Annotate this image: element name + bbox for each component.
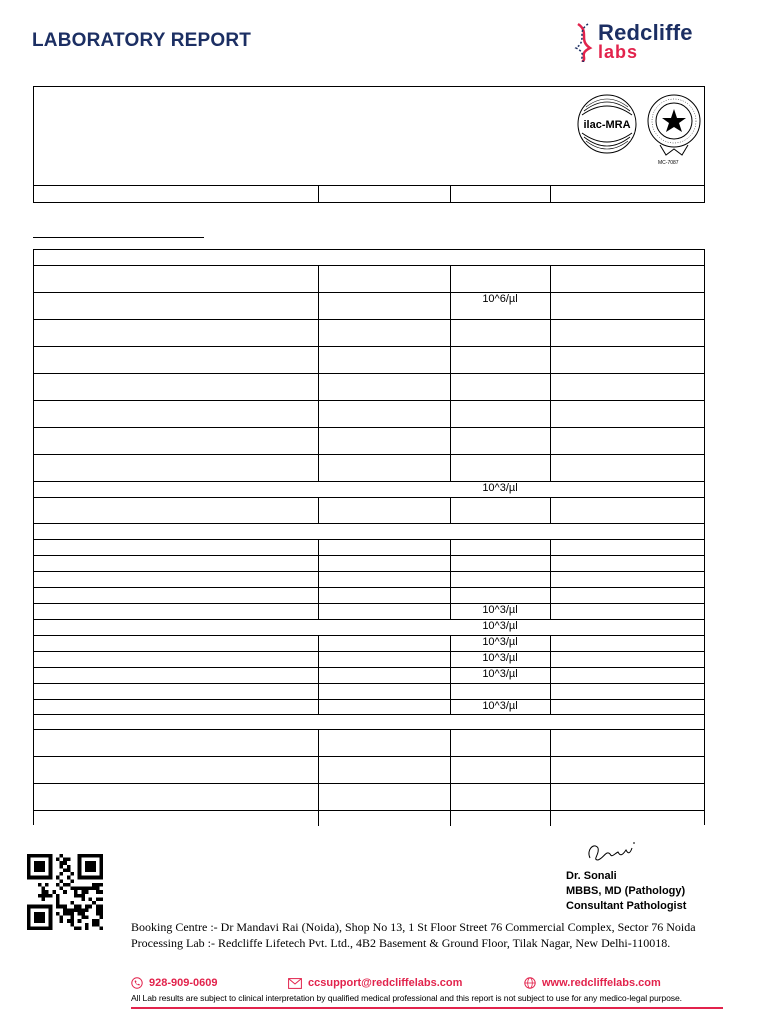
certificate-code: MC-7087: [658, 160, 679, 166]
table-column-border: [450, 756, 451, 783]
table-column-border: [550, 346, 551, 373]
unit-cell: 10^3/µl: [482, 668, 518, 680]
table-column-border: [318, 427, 319, 454]
table-row-border: [34, 539, 704, 540]
section-heading-underline: [33, 237, 204, 238]
table-column-border: [550, 635, 551, 651]
table-row-border: [34, 587, 704, 588]
globe-icon: [524, 977, 536, 989]
table-column-border: [550, 810, 551, 826]
table-row-border: [34, 756, 704, 757]
table-column-border: [318, 265, 319, 292]
qr-code: [24, 854, 106, 930]
table-column-border: [450, 729, 451, 756]
table-column-border: [318, 810, 319, 826]
table-column-border: [550, 651, 551, 667]
table-column-border: [318, 454, 319, 481]
table-column-border: [550, 427, 551, 454]
table-column-border: [450, 454, 451, 481]
brand-name: Redcliffe: [598, 20, 693, 45]
table-row-border: [34, 427, 704, 428]
table-column-border: [550, 539, 551, 555]
table-column-border: [318, 539, 319, 555]
table-column-border: [550, 729, 551, 756]
mail-icon: [288, 978, 302, 989]
website-contact[interactable]: [524, 977, 661, 989]
unit-cell: 10^3/µl: [482, 700, 518, 712]
table-column-border: [318, 571, 319, 587]
patient-info-box: [33, 86, 705, 203]
table-row-border: [34, 651, 704, 652]
table-row-border: [34, 783, 704, 784]
table-column-border: [550, 555, 551, 571]
header-divider: [450, 186, 451, 203]
table-column-border: [550, 400, 551, 427]
doctor-qualification: MBBS, MD (Pathology): [566, 885, 686, 897]
table-row-border: [34, 667, 704, 668]
unit-cell: 10^3/µl: [482, 482, 518, 494]
results-table: [33, 249, 705, 825]
table-column-border: [318, 603, 319, 619]
table-column-border: [550, 497, 551, 523]
table-column-border: [450, 810, 451, 826]
table-column-border: [450, 539, 451, 555]
footer-rule: [131, 1007, 723, 1009]
doctor-name: Dr. Sonali: [566, 870, 617, 882]
table-row-border: [34, 400, 704, 401]
table-row-border: [34, 555, 704, 556]
website-url: www.redcliffelabs.com: [542, 977, 661, 989]
table-row-border: [34, 454, 704, 455]
table-row-border: [34, 683, 704, 684]
table-column-border: [318, 756, 319, 783]
redcliffe-logo: [574, 20, 714, 64]
phone-icon: [131, 977, 143, 989]
unit-cell: 10^3/µl: [482, 636, 518, 648]
table-column-border: [318, 373, 319, 400]
processing-lab: Processing Lab :- Redcliffe Lifetech Pvt. Ltd., 4B2 Basement & Ground Floor, Tilak Nagar, New Delhi-110018.: [131, 936, 671, 950]
unit-cell: 10^3/µl: [482, 620, 518, 632]
email-contact[interactable]: [288, 977, 462, 989]
table-column-border: [550, 756, 551, 783]
table-column-border: [450, 783, 451, 810]
table-column-border: [318, 400, 319, 427]
table-column-border: [550, 783, 551, 810]
signature: [584, 836, 644, 866]
phone-contact[interactable]: [131, 977, 218, 989]
svg-text:Sonali: Sonali: [584, 836, 587, 837]
table-column-border: [450, 587, 451, 603]
table-column-border: [450, 427, 451, 454]
ilac-mra-seal: [574, 93, 640, 155]
table-column-border: [318, 497, 319, 523]
table-column-border: [550, 292, 551, 319]
table-column-border: [450, 497, 451, 523]
table-column-border: [318, 699, 319, 714]
table-row-border: [34, 729, 704, 730]
table-column-border: [318, 346, 319, 373]
disclaimer: All Lab results are subject to clinical interpretation by qualified medical professional and this report is not subject to use for any medico-legal purpose.: [131, 993, 682, 1003]
table-column-border: [450, 683, 451, 699]
brand-sub: labs: [598, 42, 639, 62]
table-row-border: [34, 603, 704, 604]
table-column-border: [550, 587, 551, 603]
header-divider: [550, 186, 551, 203]
table-row-border: [34, 497, 704, 498]
nabl-seal: [646, 93, 702, 159]
table-column-border: [318, 651, 319, 667]
table-column-border: [550, 603, 551, 619]
table-row-border: [34, 346, 704, 347]
table-row-border: [34, 265, 704, 266]
table-column-border: [450, 555, 451, 571]
table-row-border: [34, 373, 704, 374]
header-divider: [318, 186, 319, 203]
table-column-border: [318, 635, 319, 651]
table-column-border: [450, 571, 451, 587]
email-address: ccsupport@redcliffelabs.com: [308, 977, 463, 989]
table-column-border: [318, 587, 319, 603]
unit-cell: 10^3/µl: [482, 604, 518, 616]
table-column-border: [550, 571, 551, 587]
table-column-border: [318, 783, 319, 810]
table-column-border: [318, 683, 319, 699]
table-row-border: [34, 319, 704, 320]
table-row-border: [34, 619, 704, 620]
table-column-border: [550, 667, 551, 683]
table-row-border: [34, 714, 704, 715]
doctor-designation: Consultant Pathologist: [566, 900, 687, 912]
table-row-border: [34, 635, 704, 636]
report-title: LABORATORY REPORT: [32, 30, 252, 51]
phone-number: 928-909-0609: [149, 977, 218, 989]
table-column-border: [550, 319, 551, 346]
table-column-border: [450, 373, 451, 400]
table-column-border: [550, 699, 551, 714]
unit-cell: 10^6/µl: [482, 293, 518, 305]
table-column-border: [450, 400, 451, 427]
table-row-border: [34, 699, 704, 700]
table-column-border: [450, 346, 451, 373]
dna-icon: [574, 22, 594, 62]
table-column-border: [318, 667, 319, 683]
table-column-border: [550, 454, 551, 481]
table-column-border: [318, 319, 319, 346]
table-column-border: [318, 555, 319, 571]
table-column-border: [450, 319, 451, 346]
table-column-border: [318, 729, 319, 756]
table-row-border: [34, 810, 704, 811]
patient-info-row: [34, 185, 704, 202]
table-column-border: [450, 265, 451, 292]
booking-centre: Booking Centre :- Dr Mandavi Rai (Noida), Shop No 13, 1 St Floor Street 76 Commercial Complex, Sector 76 Noida: [131, 920, 696, 934]
table-column-border: [550, 265, 551, 292]
table-row-border: [34, 523, 704, 524]
table-row-border: [34, 571, 704, 572]
unit-cell: 10^3/µl: [482, 652, 518, 664]
svg-text:ilac-MRA: ilac-MRA: [583, 119, 631, 131]
table-row-border: [34, 292, 704, 293]
table-column-border: [550, 373, 551, 400]
table-column-border: [550, 683, 551, 699]
table-row-border: [34, 481, 704, 482]
table-column-border: [318, 292, 319, 319]
